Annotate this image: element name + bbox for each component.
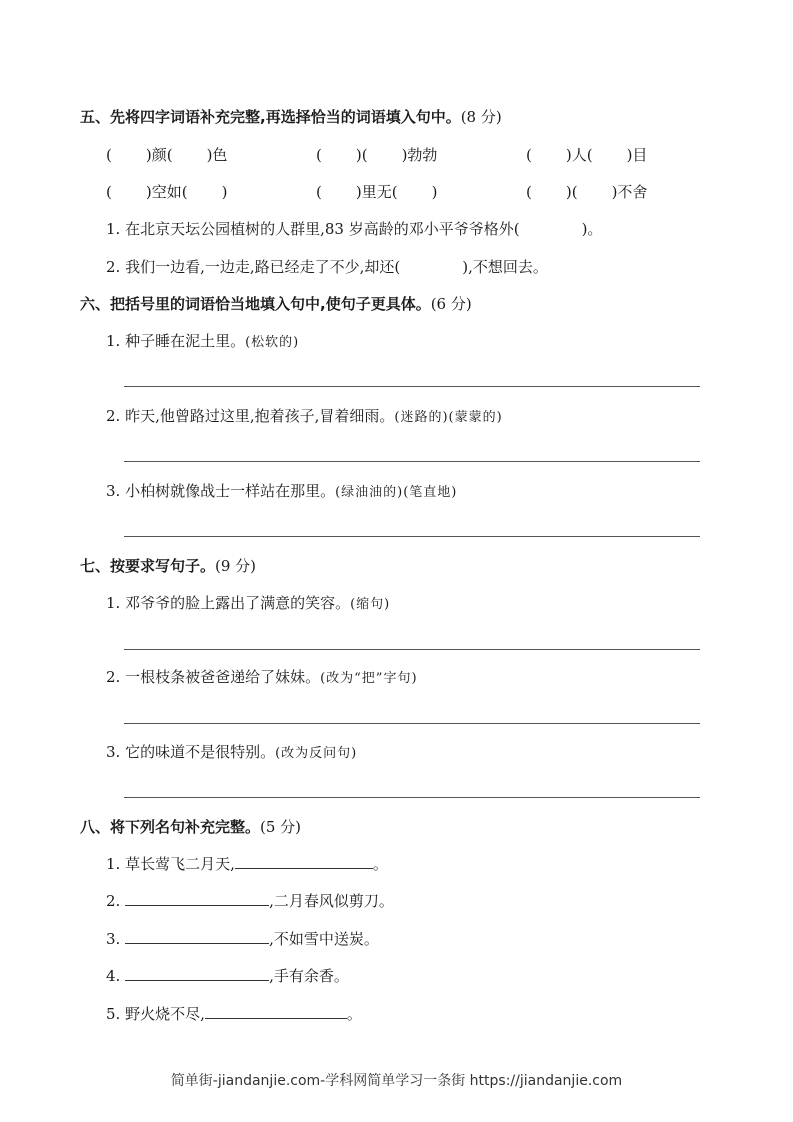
question-text: 3. 小柏树就像战士一样站在那里。: [106, 482, 336, 500]
section6-question-2: [106, 406, 503, 428]
section8-question-2: [106, 891, 394, 911]
section7-heading: [80, 556, 256, 576]
section5-question-2: [106, 257, 548, 277]
question-text: 1. 在北京天坛公园植树的人群里,83 岁高龄的邓小平爷爷格外(: [106, 220, 520, 238]
question-text: 2. 我们一边看,一边走,路已经走了不少,却还(: [106, 258, 401, 276]
section8-title: 八、将下列名句补充完整。: [80, 818, 261, 836]
answer-line[interactable]: [124, 797, 700, 798]
question-text: 。: [372, 855, 388, 873]
section5-question-1: [106, 219, 602, 239]
idiom-2: [316, 145, 437, 165]
section6-points: (6 分): [430, 295, 472, 313]
question-text: 2. 一根枝条被爸爸递给了妹妹。: [106, 668, 321, 686]
question-text: 4.: [106, 967, 126, 985]
question-hint: (绿油油的)(笔直地): [335, 485, 458, 500]
question-text: ,不如雪中送炭。: [269, 930, 379, 948]
section8-question-3: [106, 929, 379, 949]
idiom-4: [106, 182, 227, 202]
section7-title: 七、按要求写句子。: [80, 557, 216, 575]
question-text: 。: [346, 1005, 362, 1023]
idiom-1-part: (: [106, 146, 112, 164]
section5-heading: [80, 107, 502, 127]
section8-points: (5 分): [260, 818, 302, 836]
question-text: 1. 种子睡在泥土里。: [106, 332, 246, 350]
section8-question-5: [106, 1004, 362, 1024]
idiom-3: [526, 145, 647, 165]
question-text: 3. 它的味道不是很特别。: [106, 743, 276, 761]
idiom-1-part: )颜(: [145, 146, 173, 164]
idiom-4-part: (: [106, 183, 112, 201]
question-text: 5. 野火烧不尽,: [106, 1005, 205, 1023]
answer-line[interactable]: [124, 461, 700, 462]
section7-question-1: [106, 593, 390, 615]
answer-blank[interactable]: [205, 1004, 347, 1019]
question-text: 2.: [106, 892, 126, 910]
page-footer: 简单街-jiandanjie.com-学科网简单学习一条街 https://jiandanjie.com: [170, 1073, 623, 1089]
idiom-1-part: )色: [206, 146, 228, 164]
question-hint: (改为“把”字句): [320, 671, 418, 686]
idiom-5-part: (: [316, 183, 322, 201]
idiom-5-part: )里无(: [355, 183, 398, 201]
question-text: ),不想回去。: [462, 258, 548, 276]
section8-heading: [80, 817, 301, 837]
idiom-5-part: ): [431, 183, 438, 201]
idiom-4-part: )空如(: [145, 183, 188, 201]
section7-question-2: [106, 667, 418, 689]
idiom-3-part: )目: [626, 146, 648, 164]
question-hint: (松软的): [245, 335, 300, 350]
idiom-2-part: (: [316, 146, 322, 164]
idiom-2-part: )(: [355, 146, 368, 164]
idiom-6-part: )不舍: [611, 183, 648, 201]
question-text: 3.: [106, 930, 126, 948]
idiom-6-part: (: [526, 183, 532, 201]
section6-question-1: [106, 331, 299, 353]
idiom-5: [316, 182, 437, 202]
section5-points: (8 分): [460, 108, 502, 126]
answer-blank[interactable]: [125, 966, 269, 981]
answer-line[interactable]: [124, 536, 700, 537]
answer-blank[interactable]: [125, 929, 269, 944]
question-text: 1. 草长莺飞二月天,: [106, 855, 235, 873]
section5-title: 五、先将四字词语补充完整,再选择恰当的词语填入句中。: [80, 108, 461, 126]
idiom-3-part: (: [526, 146, 532, 164]
question-text: 2. 昨天,他曾路过这里,抱着孩子,冒着细雨。: [106, 407, 395, 425]
idiom-3-part: )人(: [565, 146, 593, 164]
question-text: ,二月春风似剪刀。: [269, 892, 394, 910]
section6-question-3: [106, 481, 457, 503]
answer-line[interactable]: [124, 386, 700, 387]
section8-question-4: [106, 966, 349, 986]
question-hint: (缩句): [350, 597, 391, 612]
answer-blank[interactable]: [235, 854, 373, 869]
question-hint: (迷路的)(蒙蒙的): [394, 410, 503, 425]
answer-line[interactable]: [124, 649, 700, 650]
section6-title: 六、把括号里的词语恰当地填入句中,使句子更具体。: [80, 295, 431, 313]
idiom-4-part: ): [221, 183, 228, 201]
section8-question-1: [106, 854, 388, 874]
question-text: ,手有余香。: [269, 967, 349, 985]
idiom-2-part: )勃勃: [401, 146, 438, 164]
idiom-6: [526, 182, 647, 202]
idiom-1: [106, 145, 227, 165]
section7-question-3: [106, 742, 357, 764]
question-text: )。: [581, 220, 603, 238]
question-text: 1. 邓爷爷的脸上露出了满意的笑容。: [106, 594, 351, 612]
question-hint: (改为反问句): [275, 746, 358, 761]
idiom-6-part: )(: [565, 183, 578, 201]
answer-line[interactable]: [124, 723, 700, 724]
section7-points: (9 分): [215, 557, 257, 575]
answer-blank[interactable]: [125, 891, 269, 906]
section6-heading: [80, 294, 472, 314]
